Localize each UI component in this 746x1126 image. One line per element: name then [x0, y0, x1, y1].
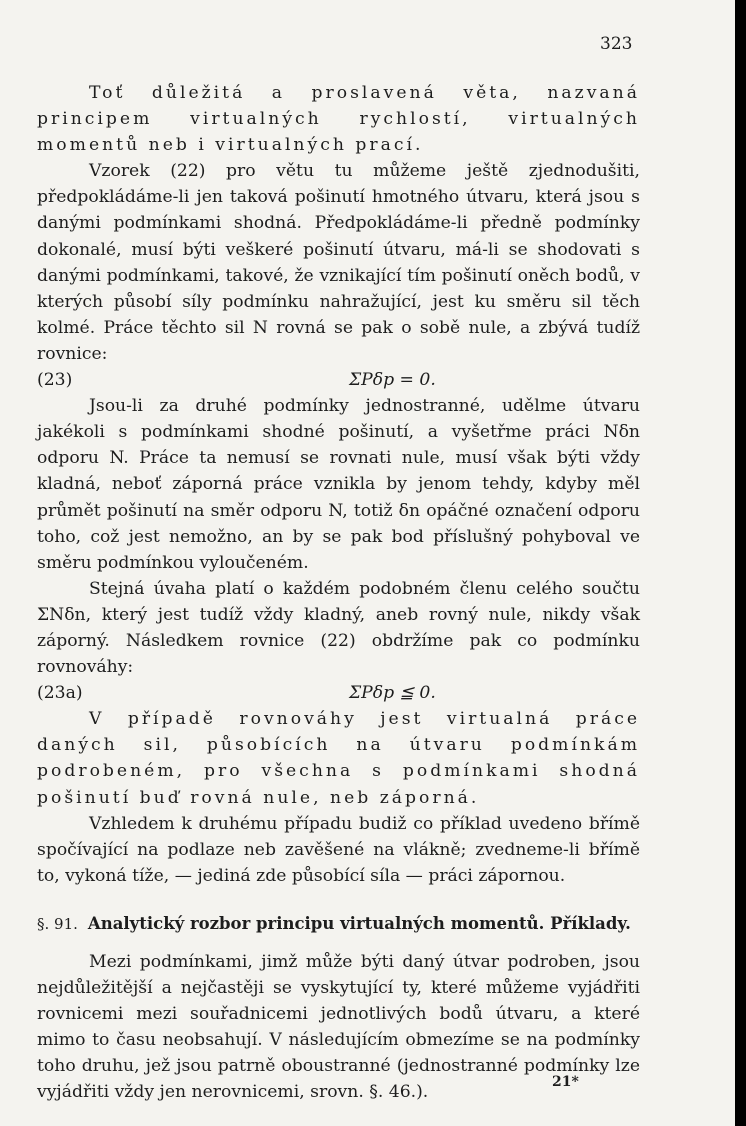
- page-number: 323: [600, 34, 633, 54]
- paragraph: Vzorek (22) pro větu tu můžeme ještě zjednodušiti, předpokládáme-li jen taková pošinutí hmotného útvaru, která jsou s danými podmínkami shodná. Předpokládáme-li předně podmínky dokonalé, musí býti veškeré pošinutí útvaru, má-li se shodovati s danými podmínkami, takové, že vznikající tím pošinutí oněch bodů, v kterých působí síly podmínku nahražující, jest ku směru sil těch kolmé. Práce těchto sil N rovná se pak o sobě nule, a zbývá tudíž rovnice:: [37, 161, 640, 364]
- paragraph: Vzhledem k druhému případu budiž co příklad uvedeno břímě spočívající na podlaze neb zavěšené na vlákně; zvedneme-li břímě to, vykoná tíže, — jediná zde působící síla — práci zápornou.: [37, 813, 640, 886]
- paragraph: Mezi podmínkami, jimž může býti daný útvar podroben, jsou nejdůležitější a nejčastěji se vyskytující ty, které můžeme vyjádřiti rovnicemi mezi souřadnicemi jednotlivých bodů útvaru, a které mimo to času neobsahují. V následujícím obmezíme se na podmínky toho druhu, jež jsou patrně oboustranné (jednostranné podmínky lze vyjádřiti vždy jen nerovnicemi, srovn. §. 46.).: [37, 952, 640, 1103]
- paragraph: V případě rovnováhy jest virtualná práce daných sil, působících na útvaru podmínkám podrobeném, pro všechna s podmínkami shodná pošinutí buď rovná nule, neb záporná.: [37, 709, 640, 808]
- page-body: [37, 80, 640, 1106]
- section-title: Analytický rozbor principu virtualných momentů. Příklady.: [87, 913, 631, 933]
- signature-mark: 21*: [552, 1074, 579, 1090]
- paragraph: Stejná úvaha platí o každém podobném členu celého součtu ΣNδn, který jest tudíž vždy kladný, aneb rovný nule, nikdy však záporný. Následkem rovnice (22) obdržíme pak co podmínku rovnováhy:: [37, 578, 640, 678]
- equation-number: (23a): [37, 683, 83, 704]
- equation-formula: ΣPδp = 0.: [349, 370, 436, 391]
- equation-formula: ΣPδp ≦ 0.: [349, 683, 436, 704]
- equation-number: (23): [37, 370, 73, 391]
- section-number: §. 91.: [37, 914, 78, 933]
- section-heading: [37, 911, 640, 937]
- equation: [37, 367, 640, 393]
- paragraph: Jsou-li za druhé podmínky jednostranné, udělme útvaru jakékoli s podmínkami shodné pošinutí, a vyšetřme práci Nδn odporu N. Práce ta nemusí se rovnati nule, musí však býti vždy kladná, neboť záporná práce vznikla by jenom tehdy, kdyby měl průmět pošinutí na směr odporu N, totiž δn opáčné označení odporu toho, což jest nemožno, an by se pak bod příslušný pohyboval ve směru podmínkou vyloučeném.: [37, 396, 640, 573]
- equation: [37, 680, 640, 706]
- paragraph: Toť důležitá a proslavená věta, nazvaná principem virtualných rychlostí, virtualných momentů neb i virtualných prací.: [37, 83, 640, 156]
